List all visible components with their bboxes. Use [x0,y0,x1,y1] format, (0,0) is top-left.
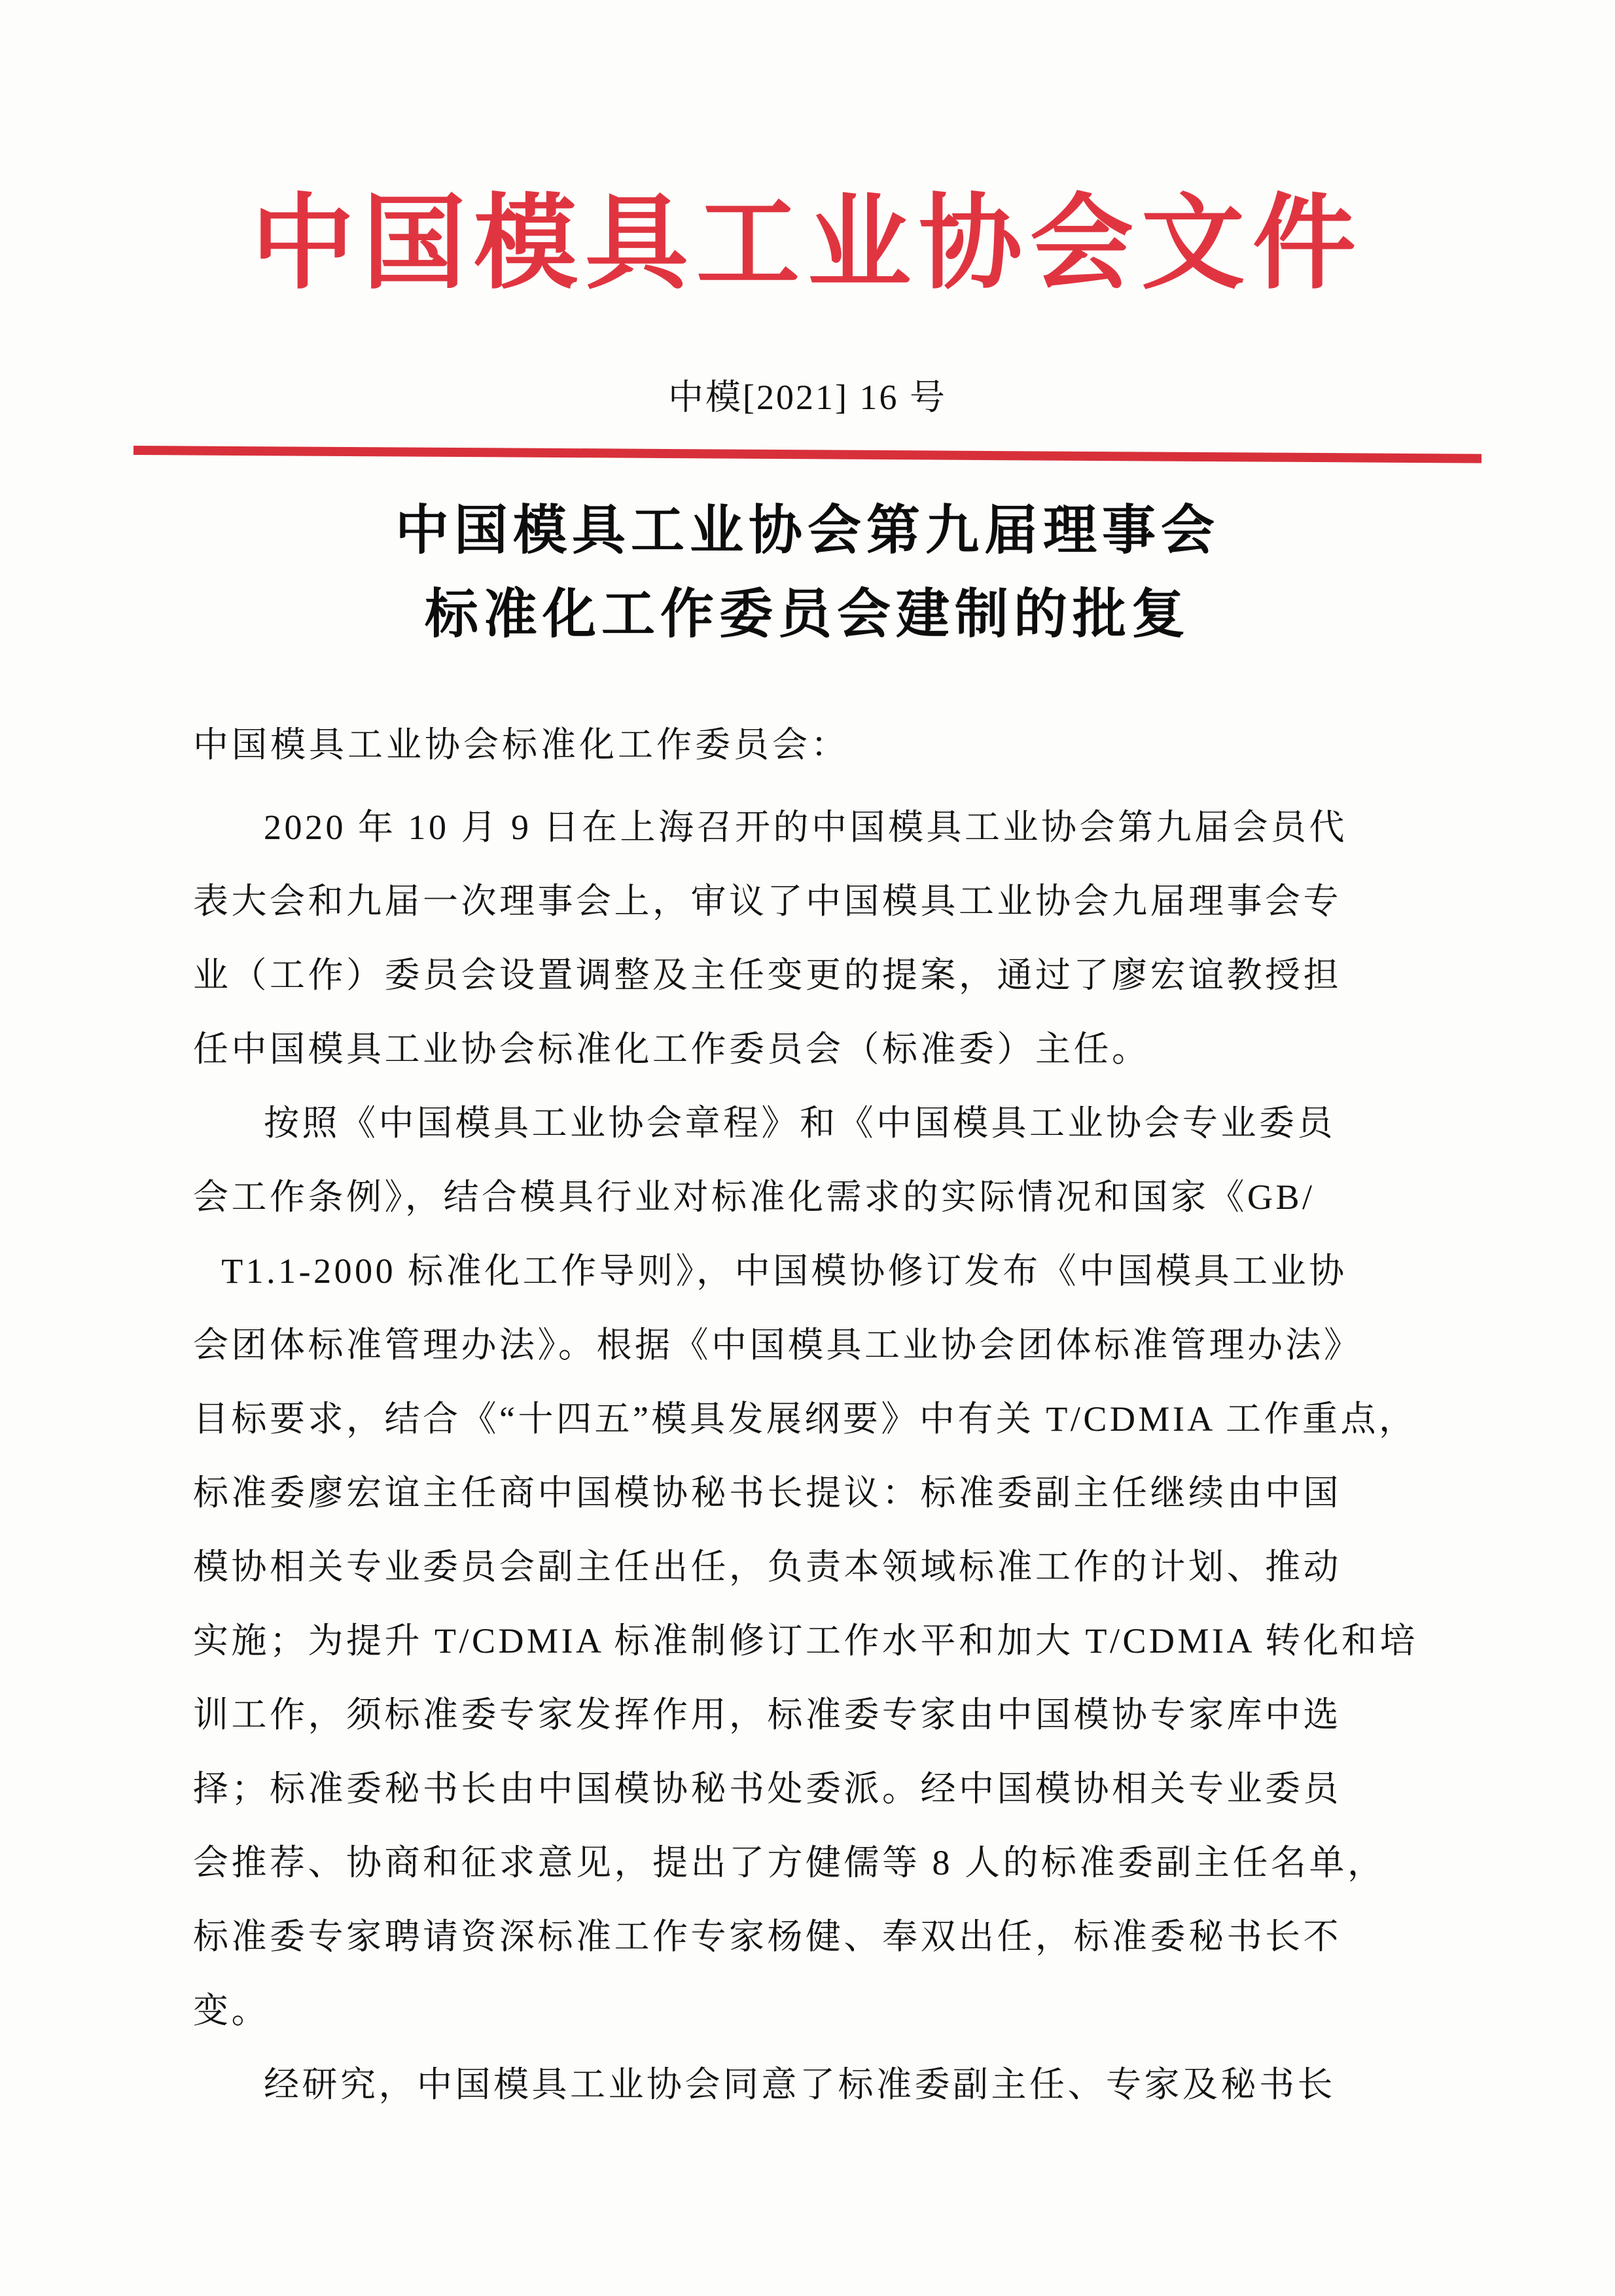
body-line: 训工作，须标准委专家发挥作用，标准委专家由中国模协专家库中选 [193,1695,1341,1734]
salutation: 中国模具工业协会标准化工作委员会： [193,725,849,764]
body-line: 会推荐、协商和征求意见，提出了方健儒等 8 人的标准委副主任名单， [193,1843,1386,1882]
letterhead-title: 中国模具工业协会文件 [251,187,1364,302]
body-line: 择；标准委秘书长由中国模协秘书处委派。经中国模协相关专业委员 [193,1769,1341,1808]
body-line: 2020 年 10 月 9 日在上海召开的中国模具工业协会第九届会员代 [264,808,1347,847]
body-line: 会团体标准管理办法》。根据《中国模具工业协会团体标准管理办法》 [193,1325,1362,1365]
document-title [0,489,1615,656]
body-line: 标准委专家聘请资深标准工作专家杨健、奉双出任，标准委秘书长不 [193,1917,1341,1956]
body-line: 按照《中国模具工业协会章程》和《中国模具工业协会专业委员 [264,1103,1336,1143]
body-line: 经研究，中国模具工业协会同意了标准委副主任、专家及秘书长 [264,2065,1336,2104]
body-line: 表大会和九届一次理事会上，审议了中国模具工业协会九届理事会专 [193,882,1341,921]
body-line: T1.1-2000 标准化工作导则》，中国模协修订发布《中国模具工业协 [221,1251,1347,1291]
document-title-line-1: 中国模具工业协会第九届理事会 [395,501,1220,560]
body-line: 业（工作）委员会设置调整及主任变更的提案，通过了廖宏谊教授担 [193,956,1341,995]
body-text [193,791,1432,2122]
document-title-line-2: 标准化工作委员会建制的批复 [424,584,1190,644]
body-line: 标准委廖宏谊主任商中国模协秘书长提议：标准委副主任继续由中国 [193,1473,1341,1513]
body-line: 任中国模具工业协会标准化工作委员会（标准委）主任。 [193,1030,1150,1069]
body-line: 模协相关专业委员会副主任出任，负责本领域标准工作的计划、推动 [193,1547,1341,1587]
red-separator-line [133,446,1482,463]
document-number: 中模[2021] 16 号 [668,378,947,417]
body-line: 目标要求，结合《“十四五”模具发展纲要》中有关 T/CDMIA 工作重点， [193,1399,1417,1439]
body-line: 实施；为提升 T/CDMIA 标准制修订工作水平和加大 T/CDMIA 转化和培 [193,1621,1419,1660]
body-line: 变。 [193,1991,270,2030]
body-line: 会工作条例》，结合模具行业对标准化需求的实际情况和国家《GB/ [193,1177,1315,1217]
